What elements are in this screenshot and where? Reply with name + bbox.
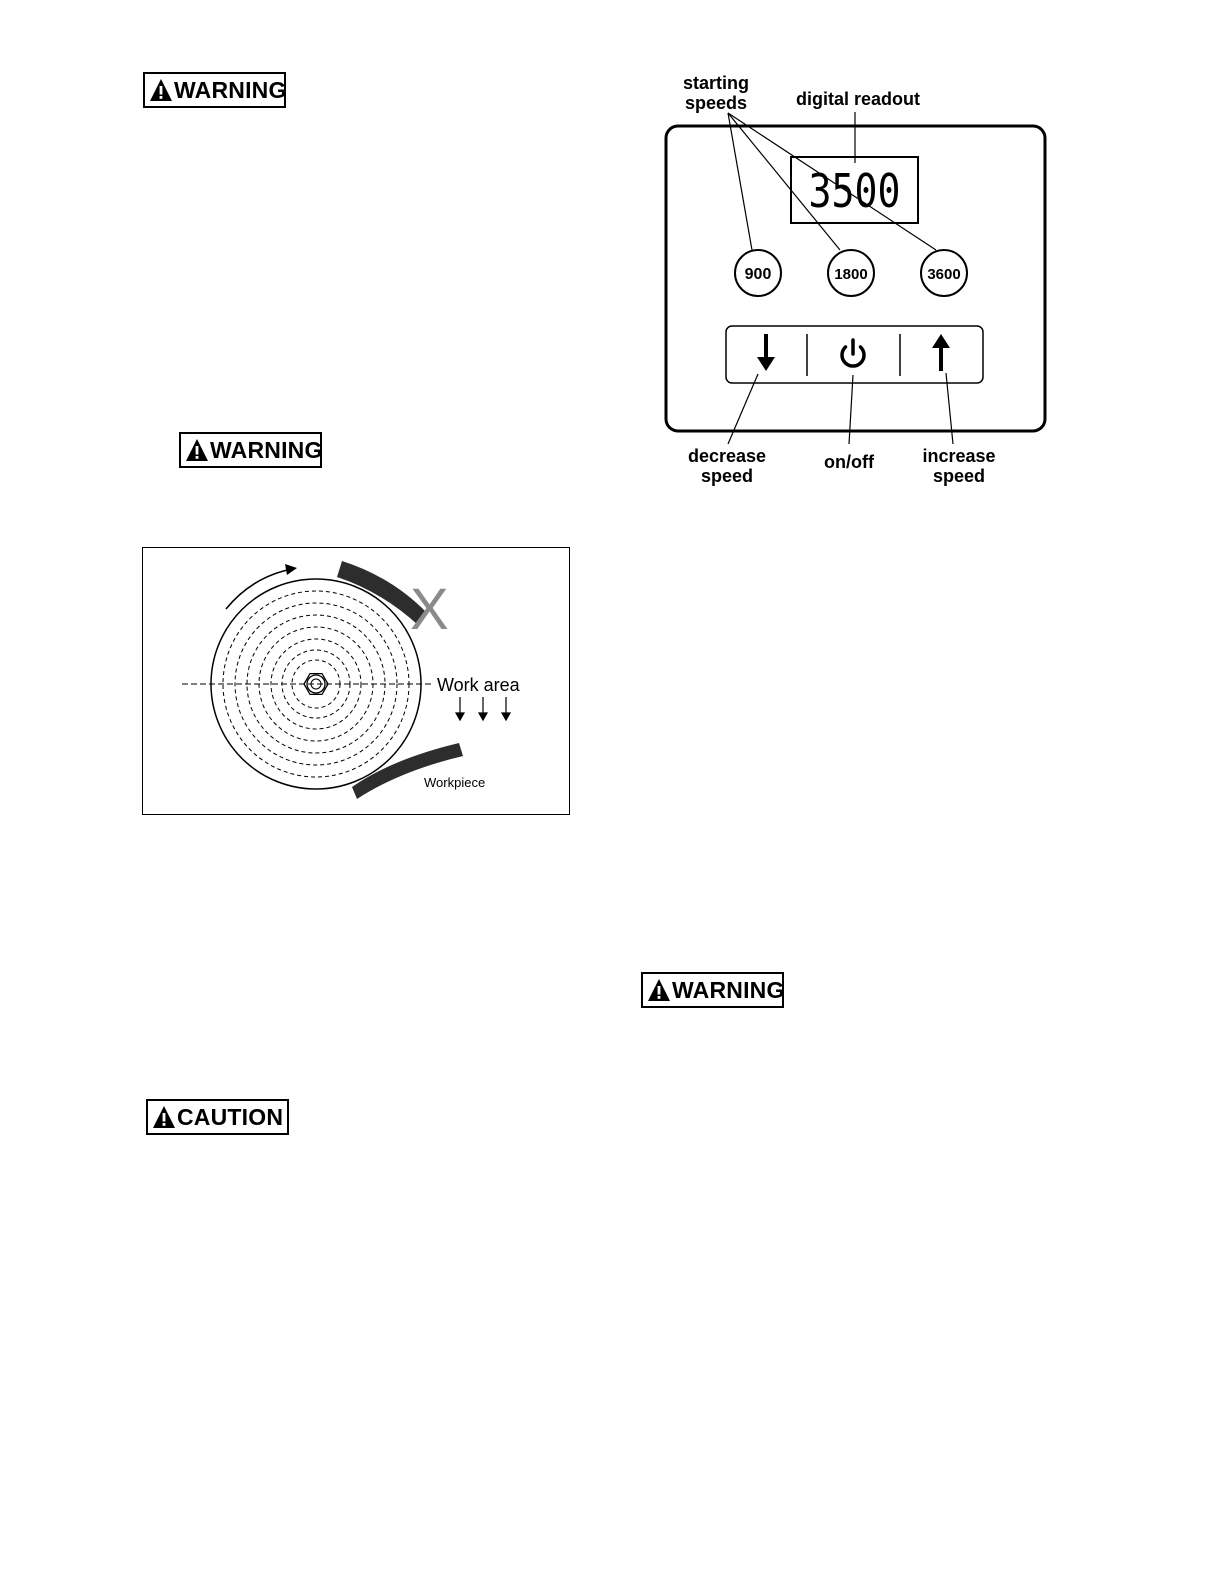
preset-button-label: 900 [744,266,772,283]
control-panel-diagram [660,70,1055,490]
warning-badge-text: WARNING [672,976,785,1003]
starting-speeds-label: speeds [684,93,748,113]
power-button[interactable] [809,328,899,381]
warning-badge [641,972,784,1008]
preset-button-label: 3600 [927,266,961,283]
increase-speed-label: increase [922,446,996,466]
caution-badge [146,1099,289,1135]
warning-triangle-icon [185,438,209,462]
warning-triangle-icon [152,1105,176,1129]
decrease-speed-label: decrease [687,446,767,466]
work-area-label: Work area [437,675,520,695]
increase-speed-button[interactable] [901,328,981,381]
buffing-wheel-figure [142,547,570,815]
caution-badge-text: CAUTION [177,1103,284,1130]
warning-badge-text: WARNING [210,436,323,463]
increase-speed-label: speed [932,466,986,486]
preset-button-900[interactable] [735,250,781,296]
warning-triangle-icon [149,78,173,102]
wrong-position-x-mark: X [410,577,449,642]
warning-badge [179,432,322,468]
preset-button-3600[interactable] [921,250,967,296]
digital-readout-label: digital readout [795,89,921,109]
on-off-label: on/off [824,452,874,472]
warning-badge [143,72,286,108]
decrease-speed-label: speed [700,466,754,486]
digital-readout-value: 3500 [808,164,901,218]
preset-button-1800[interactable] [828,250,874,296]
preset-button-label: 1800 [834,266,868,283]
decrease-speed-button[interactable] [728,328,806,381]
workpiece-label: Workpiece [424,775,486,790]
starting-speeds-label: starting [682,73,750,93]
warning-badge-text: WARNING [174,76,287,103]
warning-triangle-icon [647,978,671,1002]
